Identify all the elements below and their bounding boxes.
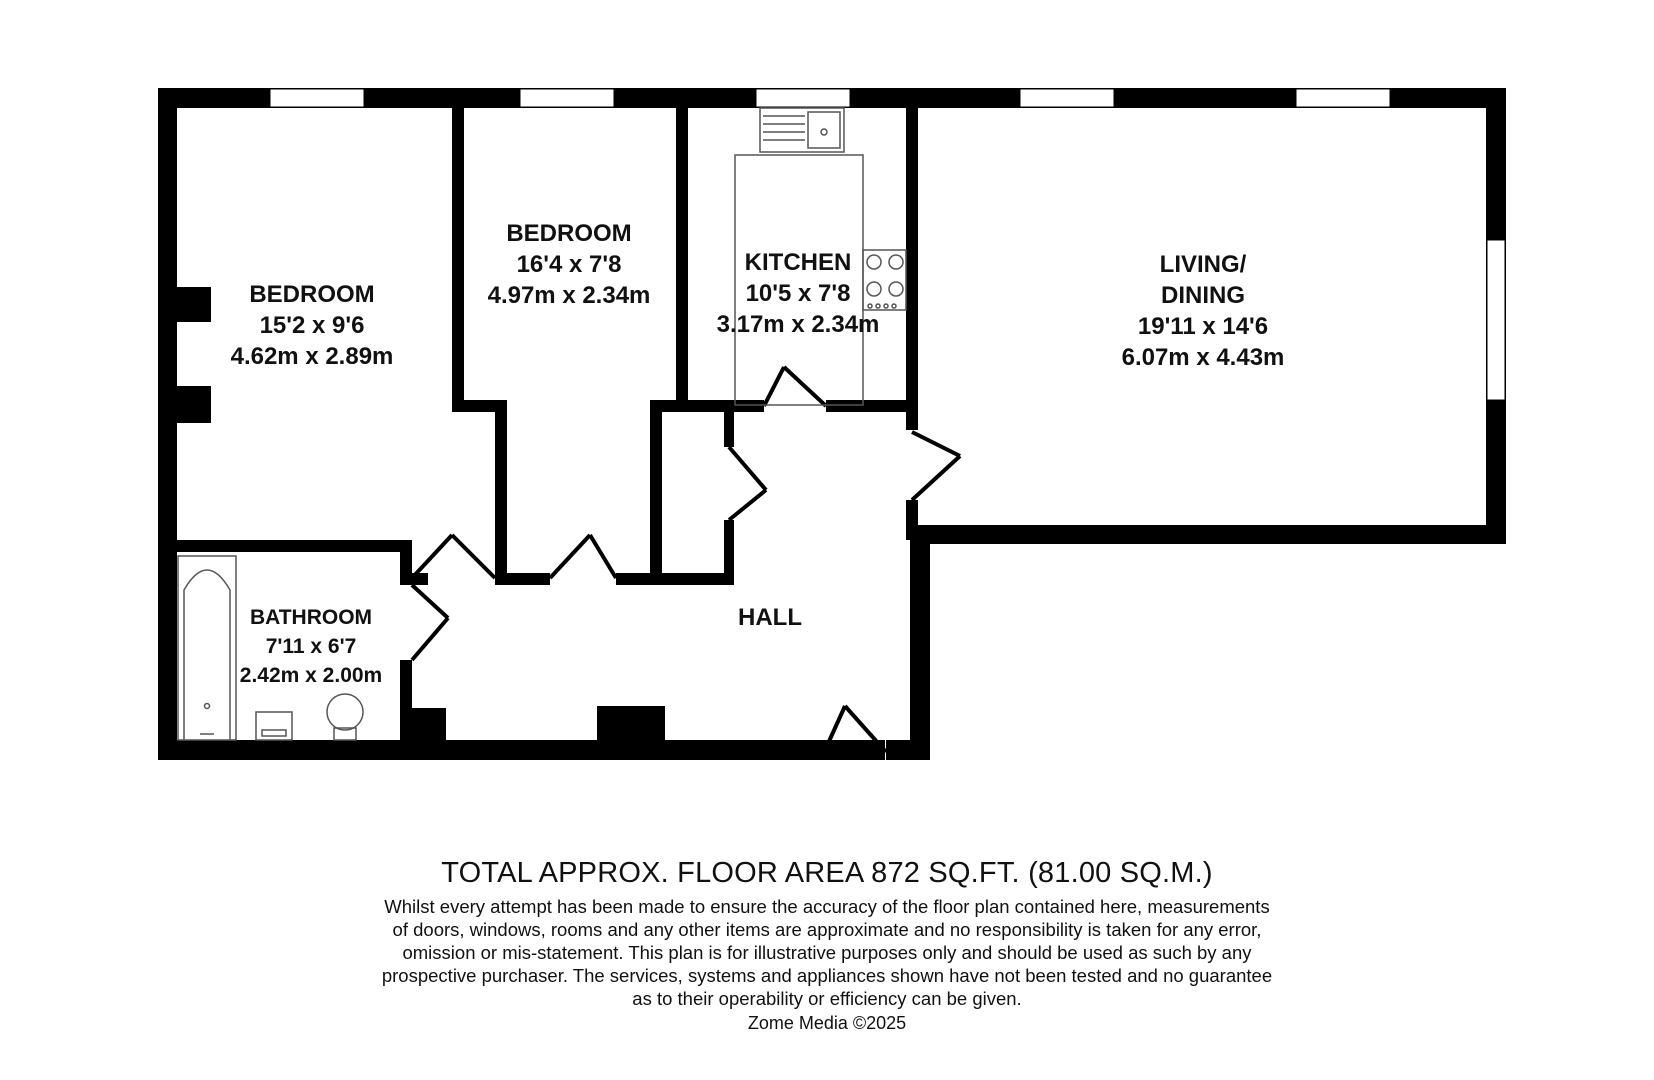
room-dimensions-metric: 4.97m x 2.34m — [487, 282, 651, 309]
room-label-hall — [738, 604, 802, 631]
room-dimensions-imperial: 19'11 x 14'6 — [1137, 313, 1269, 340]
total-floor-area: TOTAL APPROX. FLOOR AREA 872 SQ.FT. (81.00 SQ.M.) — [441, 857, 1213, 889]
room-dimensions-imperial: 7'11 x 6'7 — [265, 635, 357, 658]
disclaimer-line: as to their operability or efficiency can be given. — [632, 988, 1022, 1009]
room-label-kitchen — [717, 249, 880, 338]
room-name-line1: LIVING/ — [1159, 251, 1247, 278]
room-dimensions-metric: 2.42m x 2.00m — [239, 664, 383, 687]
room-name: KITCHEN — [744, 249, 852, 276]
room-label-bedroom-1 — [231, 281, 394, 370]
room-name: HALL — [738, 604, 802, 631]
room-name: BATHROOM — [249, 606, 373, 629]
room-dimensions-metric: 3.17m x 2.34m — [716, 311, 880, 338]
room-dimensions-metric: 4.62m x 2.89m — [230, 343, 394, 370]
room-name-line2: DINING — [1161, 282, 1245, 309]
room-label-bathroom — [240, 606, 382, 687]
bath-icon — [178, 556, 236, 740]
credit: Zome Media ©2025 — [747, 1013, 907, 1033]
room-label-bedroom-2 — [488, 220, 651, 309]
doors — [412, 367, 960, 752]
room-dimensions-imperial: 16'4 x 7'8 — [516, 251, 622, 278]
room-label-living-dining — [1122, 251, 1285, 371]
room-dimensions-imperial: 10'5 x 7'8 — [745, 280, 851, 307]
toilet-icon — [327, 694, 363, 730]
disclaimer-line: prospective purchaser. The services, systems and appliances shown have not been tested and no guarantee — [381, 965, 1273, 986]
kitchen-sink — [760, 108, 844, 152]
walls — [158, 88, 1506, 760]
hob-icon — [863, 250, 906, 310]
disclaimer-line: Whilst every attempt has been made to ensure the accuracy of the floor plan contained here, measurements — [384, 896, 1270, 917]
disclaimer-line: omission or mis-statement. This plan is for illustrative purposes only and should be used as such by any — [402, 942, 1252, 963]
room-dimensions-imperial: 15'2 x 9'6 — [259, 312, 365, 339]
disclaimer — [0, 895, 1654, 1010]
room-dimensions-metric: 6.07m x 4.43m — [1121, 344, 1285, 371]
disclaimer-line: of doors, windows, rooms and any other items are approximate and no responsibility is taken for any error, — [392, 919, 1262, 940]
room-name: BEDROOM — [249, 281, 375, 308]
room-name: BEDROOM — [506, 220, 632, 247]
